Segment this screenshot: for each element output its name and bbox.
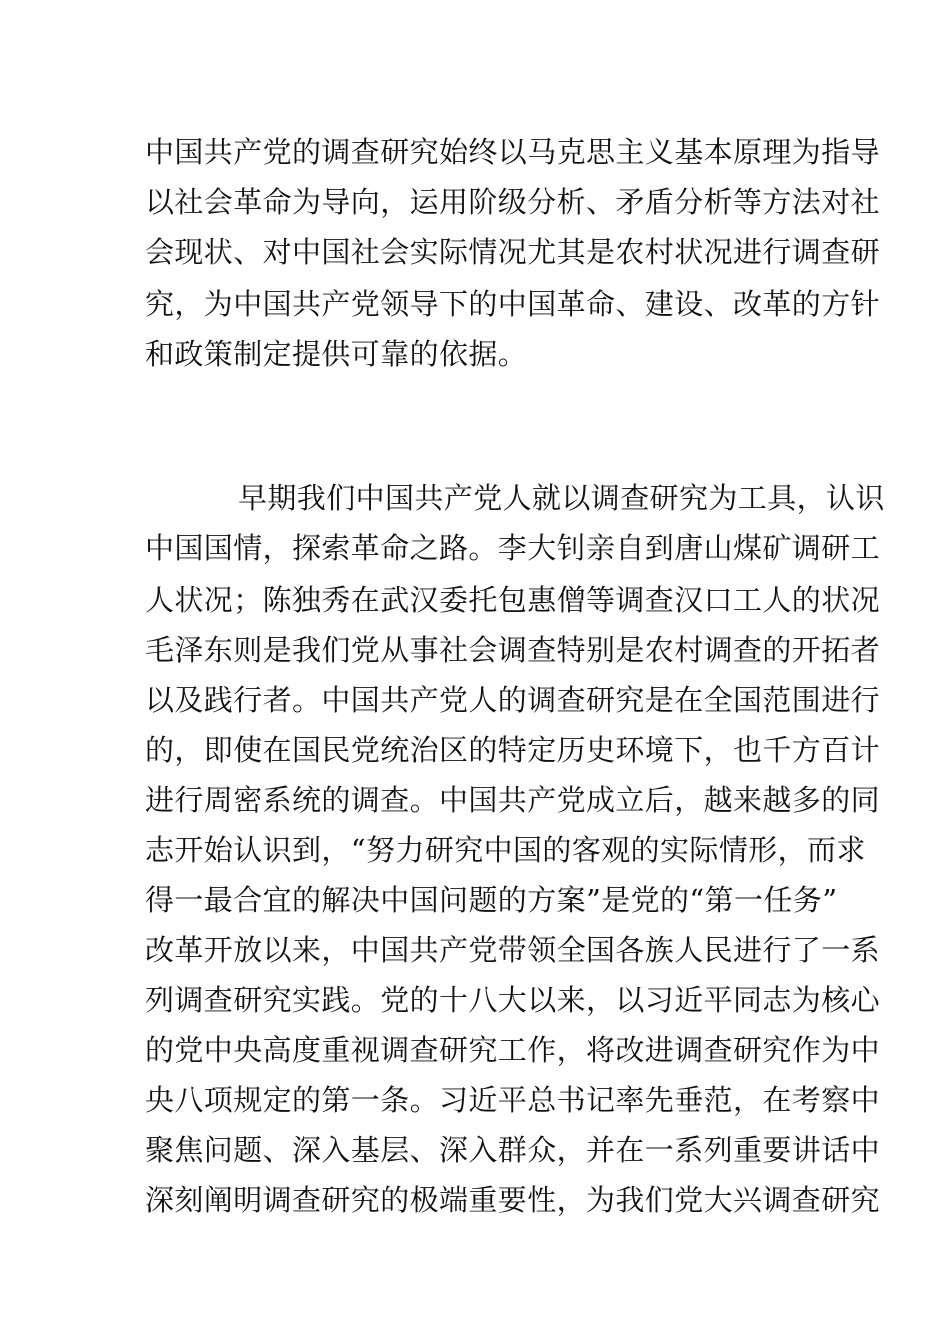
text-line: 人状况；陈独秀在武汉委托包惠僧等调查汉口工人的状况	[145, 583, 881, 617]
text-line: 列调查研究实践。党的十八大以来，以习近平同志为核心	[145, 983, 881, 1017]
text-line: 早期我们中国共产党人就以调查研究为工具，认识	[238, 481, 885, 515]
text-line: 的党中央高度重视调查研究工作，将改进调查研究作为中	[145, 1033, 881, 1067]
text-line: 以社会革命为导向，运用阶级分析、矛盾分析等方法对社	[145, 185, 881, 219]
text-line: 和政策制定提供可靠的依据。	[145, 337, 528, 371]
text-line: 聚焦问题、深入基层、深入群众，并在一系列重要讲话中	[145, 1133, 881, 1167]
text-line: 深刻阐明调查研究的极端重要性，为我们党大兴调查研究	[145, 1183, 881, 1217]
text-line: 志开始认识到，“努力研究中国的客观的实际情形，而求	[145, 833, 866, 867]
text-line: 会现状、对中国社会实际情况尤其是农村状况进行调查研	[145, 235, 881, 269]
text-line: 中国国情，探索革命之路。李大钊亲自到唐山煤矿调研工	[145, 531, 881, 565]
text-line: 以及践行者。中国共产党人的调查研究是在全国范围进行	[145, 683, 881, 717]
text-line: 进行周密系统的调查。中国共产党成立后，越来越多的同	[145, 783, 881, 817]
text-line: 中国共产党的调查研究始终以马克思主义基本原理为指导	[145, 135, 881, 169]
text-line: 央八项规定的第一条。习近平总书记率先垂范，在考察中	[145, 1083, 881, 1117]
text-line: 究，为中国共产党领导下的中国革命、建设、改革的方针	[145, 287, 881, 321]
text-line: 的，即使在国民党统治区的特定历史环境下，也千方百计	[145, 733, 881, 767]
text-line: 改革开放以来，中国共产党带领全国各族人民进行了一系	[145, 933, 881, 967]
text-line: 得一最合宜的解决中国问题的方案”是党的“第一任务”	[145, 883, 838, 917]
text-line: 毛泽东则是我们党从事社会调查特别是农村调查的开拓者	[145, 633, 881, 667]
